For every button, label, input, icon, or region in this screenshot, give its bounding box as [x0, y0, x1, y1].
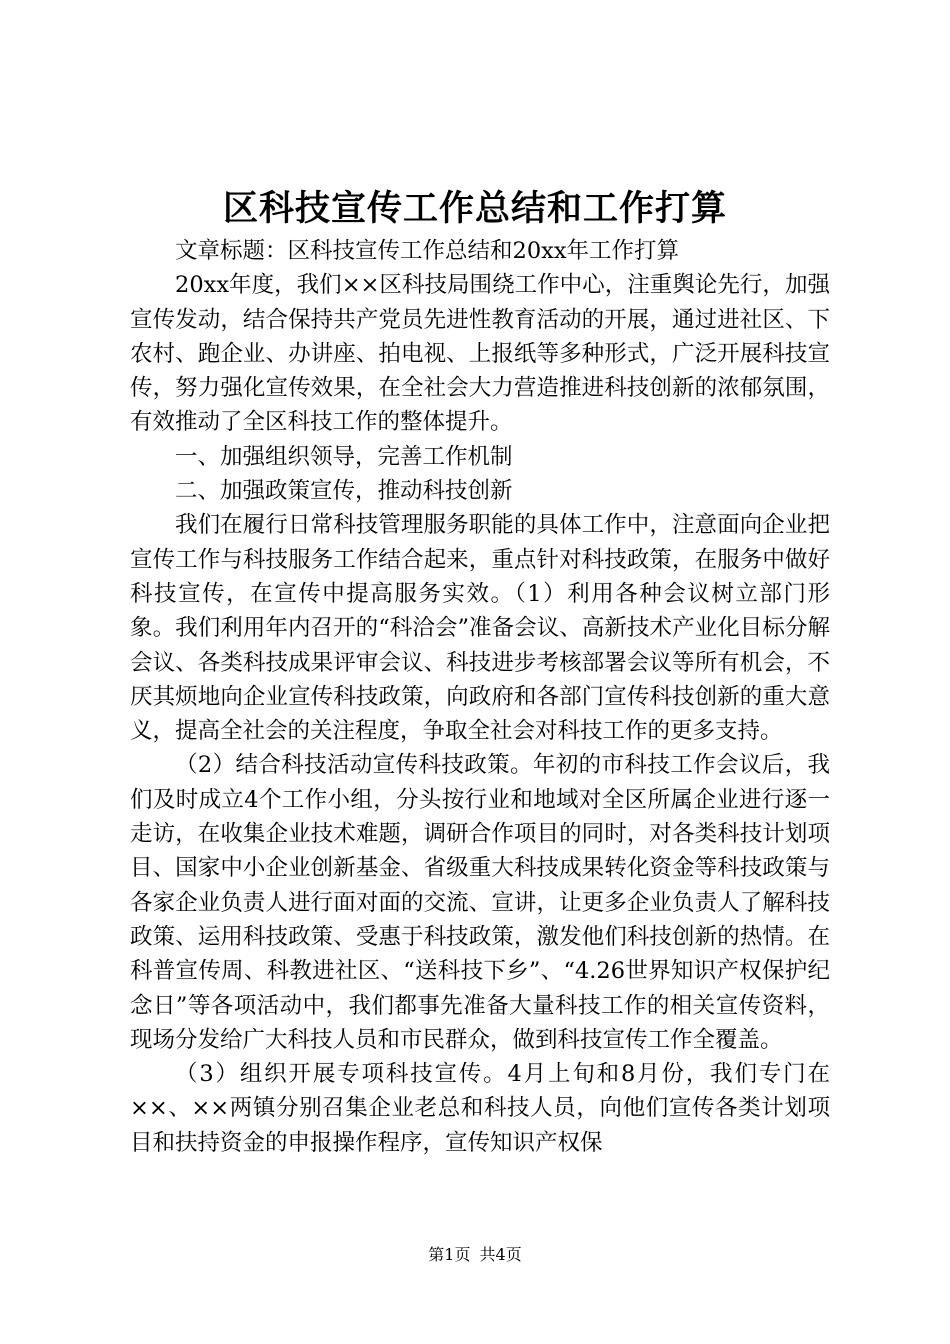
document-body: [130, 234, 830, 1160]
article-title-line: 文章标题：区科技宣传工作总结和20xx年工作打算: [175, 238, 680, 264]
section-heading-2: 二、加强政策宣传，推动科技创新: [175, 478, 513, 505]
paragraph-policy: 我们在履行日常科技管理服务职能的具体工作中，注意面向企业把宣传工作与科技服务工作结合起来，重点针对科技政策，在服务中做好科技宣传，在宣传中提高服务实效。（1）利用各种会议树立部门形象。我们利用年内召开的“科洽会”准备会议、高新技术产业化目标分解会议、各类科技成果评审会议、科技进步考核部署会议等所有机会，不厌其烦地向企业宣传科技政策，向政府和各部门宣传科技创新的重大意义，提高全社会的关注程度，争取全社会对科技工作的更多支持。: [130, 512, 830, 745]
paragraph-activities: （2）结合科技活动宣传科技政策。年初的市科技工作会议后，我们及时成立4个工作小组，分头按行业和地域对全区所属企业进行逐一走访，在收集企业技术难题，调研合作项目的同时，对各类科技计划项目、国家中小企业创新基金、省级重大科技成果转化资金等科技政策与各家企业负责人进行面对面的交流、宣讲，让更多企业负责人了解科技政策、运用科技政策、受惠于科技政策，激发他们科技创新的热情。在科普宣传周、科教进社区、“送科技下乡”、“4.26世界知识产权保护纪念日”等各项活动中，我们都事先准备大量科技工作的相关宣传资料，现场分发给广大科技人员和市民群众，做到科技宣传工作全覆盖。: [130, 752, 830, 1053]
paragraph-special: （3）组织开展专项科技宣传。4月上旬和8月份，我们专门在××、××两镇分别召集企业老总和科技人员，向他们宣传各类计划项目和扶持资金的申报操作程序，宣传知识产权保: [130, 1061, 830, 1156]
page-total: 共4页: [479, 1245, 522, 1264]
paragraph-intro: 20xx年度，我们××区科技局围绕工作中心，注重舆论先行，加强宣传发动，结合保持共产党员先进性教育活动的开展，通过进社区、下农村、跑企业、办讲座、拍电视、上报纸等多种形式，广泛开展科技宣传，努力强化宣传效果，在全社会大力营造推进科技创新的浓郁氛围，有效推动了全区科技工作的整体提升。: [130, 272, 830, 436]
document-title: 区科技宣传工作总结和工作打算: [222, 188, 727, 229]
page-number: 第1页: [428, 1245, 471, 1264]
section-heading-1: 一、加强组织领导，完善工作机制: [175, 443, 513, 470]
page-footer: [0, 1244, 950, 1266]
